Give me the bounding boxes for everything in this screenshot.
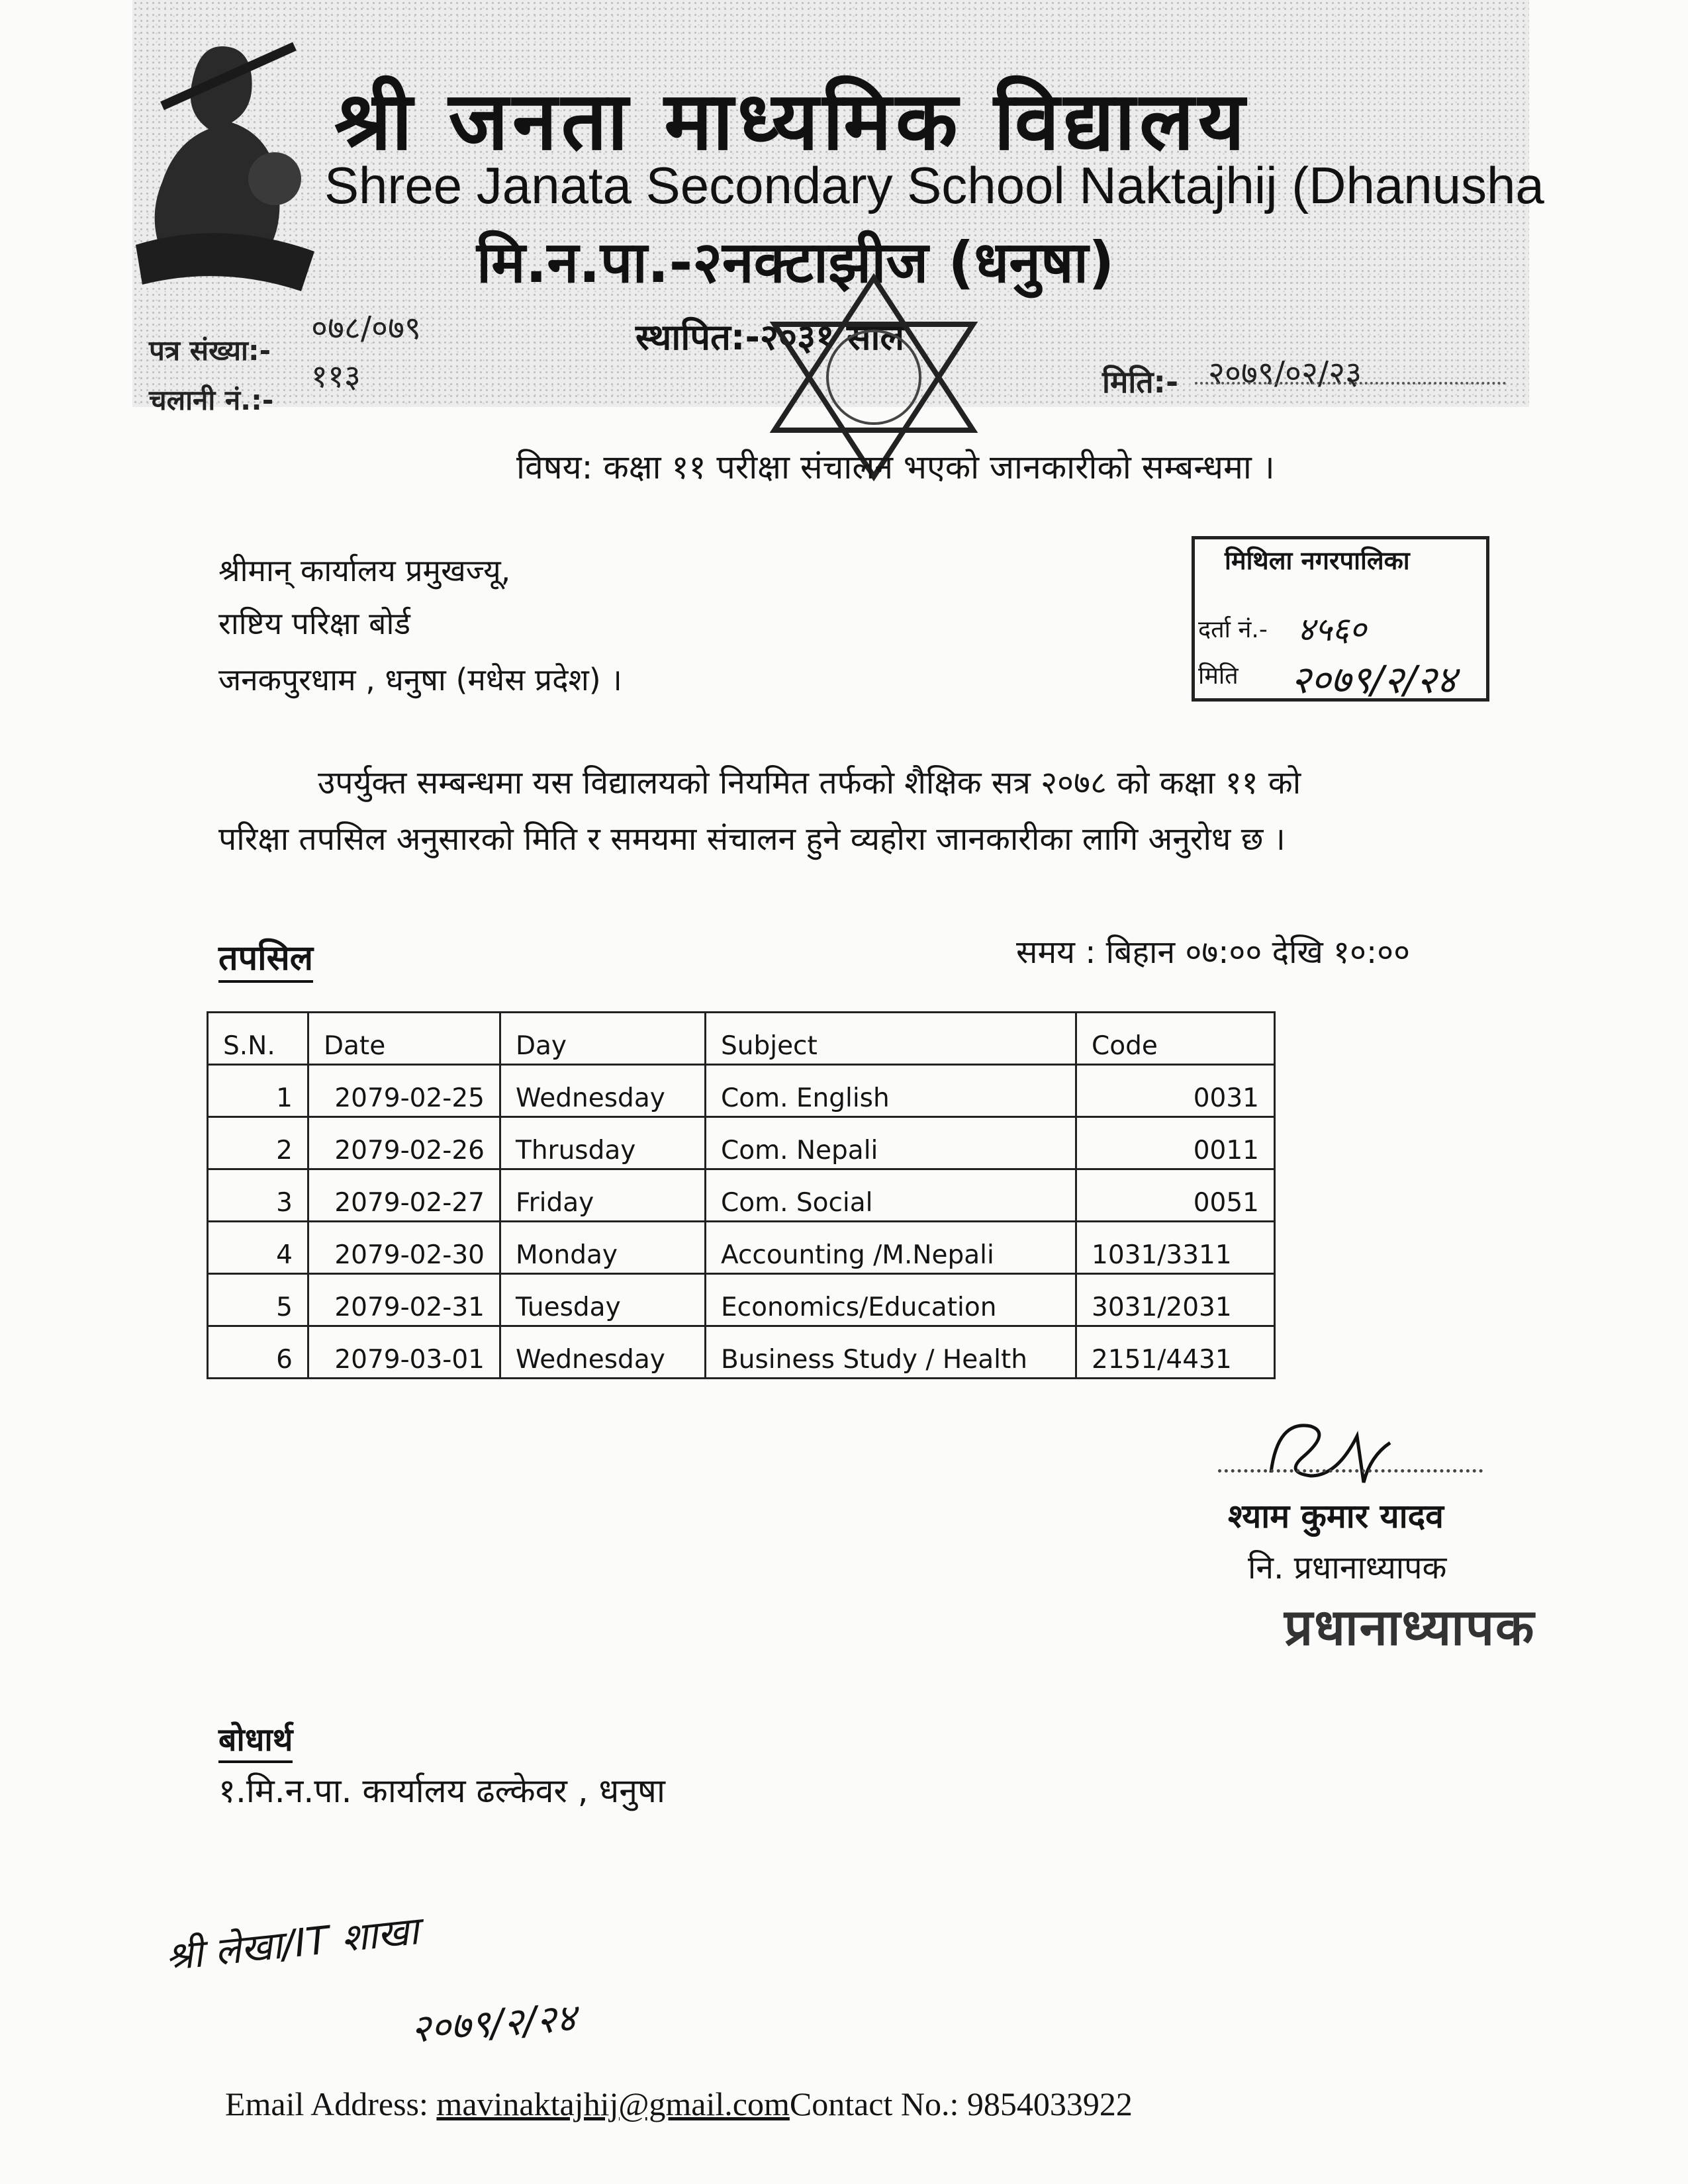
cell-sn: 1 [208,1065,308,1117]
cell-date: 2079-02-30 [308,1222,500,1274]
cell-date: 2079-02-27 [308,1169,500,1222]
cell-day: Friday [500,1169,706,1222]
subject-line: विषय: कक्षा ११ परीक्षा संचालन भएको जानकारीको सम्बन्धमा । [516,448,1275,486]
date-label: मिति:- [1102,364,1179,400]
cell-subject: Com. English [706,1065,1076,1117]
school-name-nepali: श्री जनता माध्यमिक विद्यालय [334,74,1249,168]
cell-sn: 3 [208,1169,308,1222]
contact-number: 9854033922 [966,2085,1133,2122]
school-name-english: Shree Janata Secondary School Naktajhij (Dhanusha [324,156,1544,214]
stamp-reg-label: दर्ता नं.- [1198,616,1268,643]
body-line-2: परिक्षा तपसिल अनुसारको मिति र समयमा संचालन हुने व्यहोरा जानकारीका लागि अनुरोध छ । [218,821,1286,858]
letter-number-value: ०७८/०७९ [311,310,421,347]
handwritten-note-line-2: २०७९/२/२४ [409,1995,578,2052]
dispatch-number-label: चलानी नं.:- [149,384,274,416]
table-row [208,1169,1275,1222]
table-header-row [208,1013,1275,1065]
date-value: २०७९/०२/२३ [1208,355,1362,392]
cell-sn: 2 [208,1117,308,1169]
cell-date: 2079-02-25 [308,1065,500,1117]
column-header-subject: Subject [706,1013,1076,1065]
cell-day: Thrusday [500,1117,706,1169]
cell-subject: Accounting /M.Nepali [706,1222,1076,1274]
cell-code: 1031/3311 [1076,1222,1275,1274]
stamp-date-value: २०७९/२/२४ [1291,657,1457,702]
footer-contact [225,2085,1133,2123]
table-row [208,1222,1275,1274]
date-dotted-line [1195,382,1506,385]
column-header-day: Day [500,1013,706,1065]
stamp-date-label: मिति [1198,662,1239,690]
cell-subject: Business Study / Health [706,1326,1076,1379]
cell-subject: Com. Nepali [706,1117,1076,1169]
stamp-reg-value: ४५६० [1297,610,1366,649]
email-label: Email Address: [225,2085,437,2122]
cell-code: 2151/4431 [1076,1326,1275,1379]
signature-dotted-line [1218,1469,1483,1473]
letter-number-label: पत्र संख्या:- [149,334,271,367]
addressee-line-3: जनकपुरधाम , धनुषा (मधेस प्रदेश) । [218,662,622,698]
cell-sn: 6 [208,1326,308,1379]
cell-code: 0031 [1076,1065,1275,1117]
handwritten-signature [1244,1410,1403,1496]
cc-recipient: १.मि.न.पा. कार्यालय ढल्केवर , धनुषा [218,1772,665,1810]
cell-date: 2079-02-26 [308,1117,500,1169]
column-header-date: Date [308,1013,500,1065]
table-row [208,1326,1275,1379]
table-row [208,1117,1275,1169]
cell-subject: Com. Social [706,1169,1076,1222]
handwritten-note-line-1: श्री लेखा/IT शाखा [163,1908,421,1979]
established-year: स्थापित:-२०३१ साल [635,316,905,358]
signatory-designation: नि. प्रधानाध्यापक [1248,1549,1447,1586]
stamp-office-name: मिथिला नगरपालिका [1225,546,1410,575]
exam-time: समय : बिहान ०७:०० देखि १०:०० [1016,934,1411,971]
table-row [208,1274,1275,1326]
headmaster-stamp: प्रधानाध्यापक [1284,1598,1536,1657]
signatory-name: श्याम कुमार यादव [1228,1497,1444,1535]
table-row [208,1065,1275,1117]
cell-code: 3031/2031 [1076,1274,1275,1326]
dispatch-number-value: ११३ [311,358,361,395]
cell-date: 2079-03-01 [308,1326,500,1379]
cell-sn: 4 [208,1222,308,1274]
cell-code: 0051 [1076,1169,1275,1222]
cell-sn: 5 [208,1274,308,1326]
saraswati-logo [122,26,321,304]
cell-day: Wednesday [500,1065,706,1117]
body-line-1: उपर्युक्त सम्बन्धमा यस विद्यालयको नियमित तर्फको शैक्षिक सत्र २०७८ को कक्षा ११ को [318,764,1301,801]
cell-day: Wednesday [500,1326,706,1379]
column-header-sn: S.N. [208,1013,308,1065]
cell-date: 2079-02-31 [308,1274,500,1326]
school-address: मि.न.पा.-२नक्टाझीज (धनुषा) [477,230,1115,296]
email-address: mavinaktajhij@gmail.com [436,2085,790,2122]
exam-schedule-table [207,1011,1276,1379]
addressee-line-2: राष्टिय परिक्षा बोर्ड [218,606,410,641]
cell-day: Monday [500,1222,706,1274]
schedule-heading: तपसिल [218,933,313,983]
column-header-code: Code [1076,1013,1275,1065]
contact-label: Contact No.: [789,2085,967,2122]
cell-subject: Economics/Education [706,1274,1076,1326]
cell-code: 0011 [1076,1117,1275,1169]
cc-heading: बोधार्थ [218,1717,293,1763]
cell-day: Tuesday [500,1274,706,1326]
addressee-line-1: श्रीमान् कार्यालय प्रमुखज्यू, [218,553,511,588]
